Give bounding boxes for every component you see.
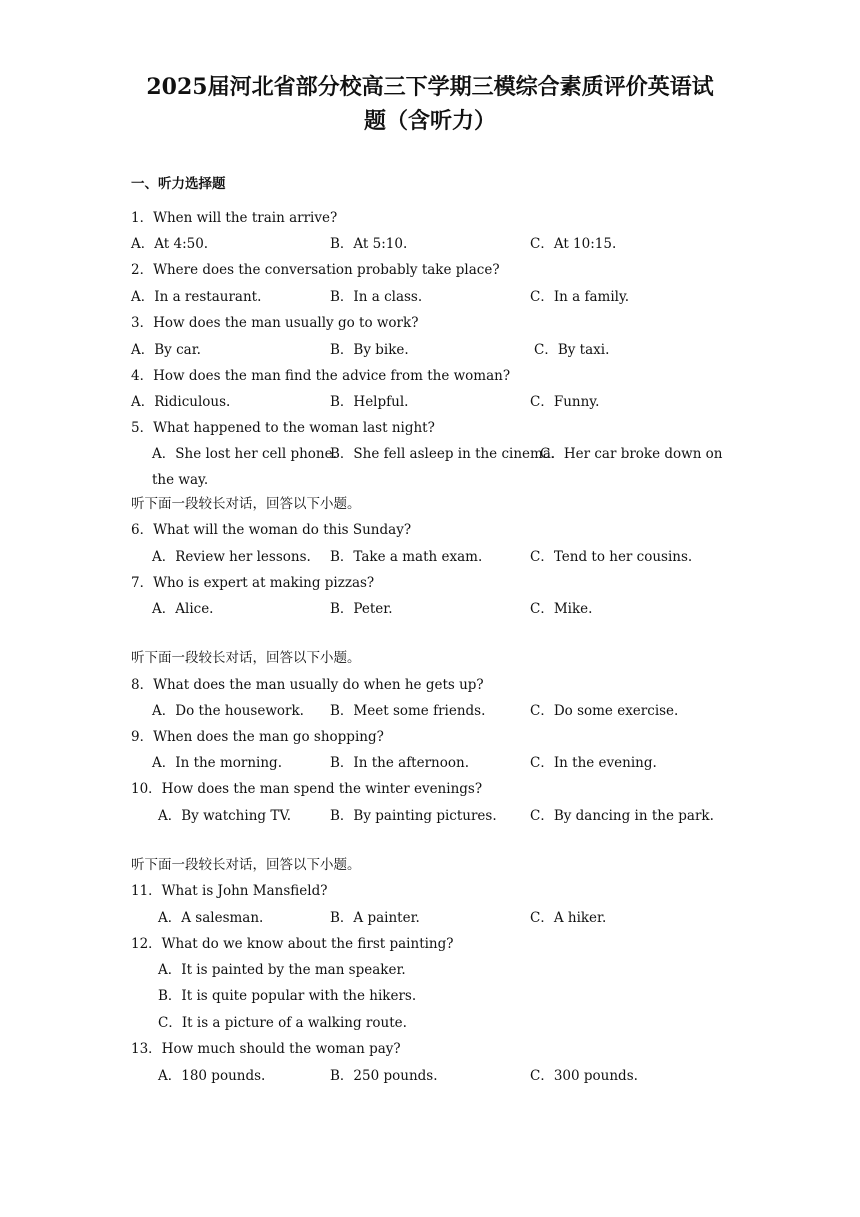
q13-option-c: C．300 pounds. xyxy=(530,1068,638,1084)
section-heading: 一、听力选择题 xyxy=(131,176,226,192)
q6-option-a: A．Review her lessons. xyxy=(152,549,311,565)
q3-option-c: C．By taxi. xyxy=(534,342,610,358)
q8-option-a: A．Do the housework. xyxy=(152,703,304,719)
q9-option-c: C．In the evening. xyxy=(530,755,657,771)
question-7: 7．Who is expert at making pizzas? xyxy=(131,575,375,591)
q5-option-b: B．She fell asleep in the cinema. xyxy=(330,446,556,462)
q6-option-b: B．Take a math exam. xyxy=(330,549,483,565)
question-11: 11．What is John Mansfield? xyxy=(131,883,328,899)
q4-option-a: A．Ridiculous. xyxy=(131,394,231,410)
q10-option-a: A．By watching TV. xyxy=(158,808,292,824)
question-5: 5．What happened to the woman last night? xyxy=(131,420,435,436)
q9-option-b: B．In the afternoon. xyxy=(330,755,469,771)
q1-option-b: B．At 5:10. xyxy=(330,236,408,252)
question-3: 3．How does the man usually go to work? xyxy=(131,315,419,331)
q11-option-c: C．A hiker. xyxy=(530,910,607,926)
q5-option-a: A．She lost her cell phone. xyxy=(152,446,337,462)
q5-option-c-continued: the way. xyxy=(152,472,209,488)
q4-option-c: C．Funny. xyxy=(530,394,600,410)
q2-option-c: C．In a family. xyxy=(530,289,630,305)
question-12: 12．What do we know about the first painting? xyxy=(131,936,454,952)
q12-option-a: A．It is painted by the man speaker. xyxy=(158,962,406,978)
question-4: 4．How does the man find the advice from the woman? xyxy=(131,368,511,384)
q1-option-a: A．At 4:50. xyxy=(131,236,209,252)
q8-option-c: C．Do some exercise. xyxy=(530,703,679,719)
question-2: 2．Where does the conversation probably take place? xyxy=(131,262,500,278)
q7-option-b: B．Peter. xyxy=(330,601,393,617)
q11-option-b: B．A painter. xyxy=(330,910,420,926)
question-1: 1．When will the train arrive? xyxy=(131,210,338,226)
q1-option-c: C．At 10:15. xyxy=(530,236,617,252)
q3-option-a: A．By car. xyxy=(131,342,201,358)
title-line-2: 题（含听力） xyxy=(363,108,496,134)
q7-option-c: C．Mike. xyxy=(530,601,593,617)
q2-option-a: A．In a restaurant. xyxy=(131,289,262,305)
q9-option-a: A．In the morning. xyxy=(152,755,282,771)
question-10: 10．How does the man spend the winter evenings? xyxy=(131,781,483,797)
title-line-1: 2025届河北省部分校高三下学期三模综合素质评价英语试 xyxy=(146,74,714,100)
q4-option-b: B．Helpful. xyxy=(330,394,409,410)
question-13: 13．How much should the woman pay? xyxy=(131,1041,401,1057)
q10-option-c: C．By dancing in the park. xyxy=(530,808,714,824)
q5-option-c: C．Her car broke down on xyxy=(540,446,723,462)
document-title xyxy=(80,70,780,138)
question-6: 6．What will the woman do this Sunday? xyxy=(131,522,412,538)
q10-option-b: B．By painting pictures. xyxy=(330,808,497,824)
instruction-3: 听下面一段较长对话，回答以下小题。 xyxy=(131,857,361,873)
q11-option-a: A．A salesman. xyxy=(158,910,264,926)
question-9: 9．When does the man go shopping? xyxy=(131,729,384,745)
q8-option-b: B．Meet some friends. xyxy=(330,703,486,719)
q13-option-a: A．180 pounds. xyxy=(158,1068,266,1084)
q12-option-b: B．It is quite popular with the hikers. xyxy=(158,988,417,1004)
q13-option-b: B．250 pounds. xyxy=(330,1068,438,1084)
q3-option-b: B．By bike. xyxy=(330,342,409,358)
q7-option-a: A．Alice. xyxy=(152,601,214,617)
q12-option-c: C．It is a picture of a walking route. xyxy=(158,1015,407,1031)
instruction-2: 听下面一段较长对话，回答以下小题。 xyxy=(131,650,361,666)
question-8: 8．What does the man usually do when he gets up? xyxy=(131,677,484,693)
q2-option-b: B．In a class. xyxy=(330,289,423,305)
q6-option-c: C．Tend to her cousins. xyxy=(530,549,693,565)
instruction-1: 听下面一段较长对话，回答以下小题。 xyxy=(131,496,361,512)
